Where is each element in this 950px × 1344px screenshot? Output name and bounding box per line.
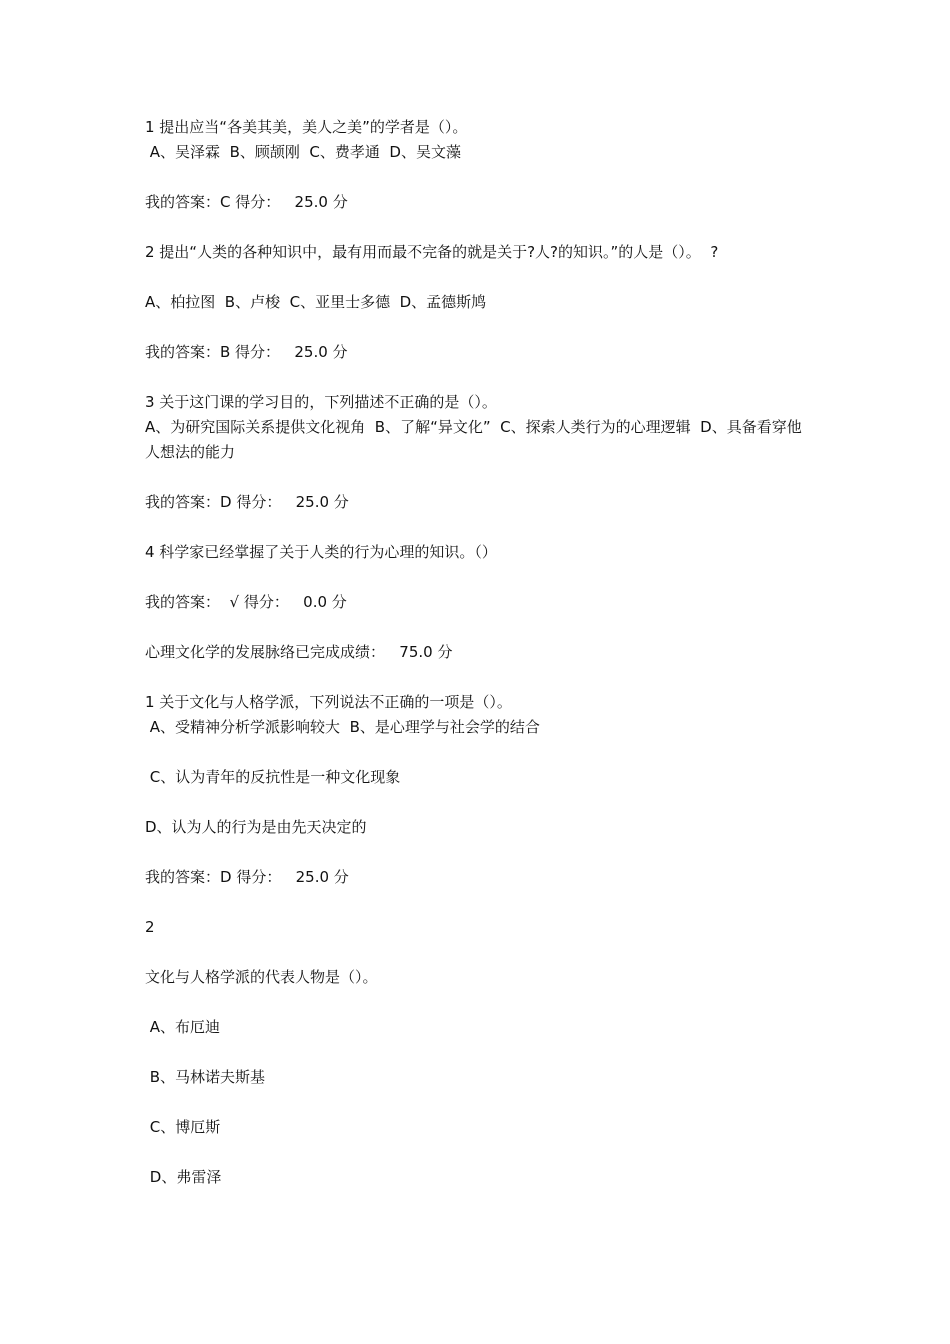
section-score: 心理文化学的发展脉络已完成成绩： 75.0 分 (145, 643, 453, 661)
section2-question-1-options-ab: A、受精神分析学派影响较大 B、是心理学与社会学的结合 (145, 718, 540, 736)
question-3-stem: 3 关于这门课的学习目的，下列描述不正确的是（）。 (145, 393, 497, 411)
section2-question-2-option-b: B、马林诺夫斯基 (145, 1068, 266, 1086)
section2-question-2-option-c: C、博厄斯 (145, 1118, 221, 1136)
section2-question-1-answer: 我的答案：D 得分： 25.0 分 (145, 868, 349, 886)
question-3-answer: 我的答案：D 得分： 25.0 分 (145, 493, 349, 511)
question-1-options: A、吴泽霖 B、顾颉刚 C、费孝通 D、吴文藻 (145, 143, 461, 161)
question-2-stem: 2 提出“人类的各种知识中，最有用而最不完备的就是关于?人?的知识。”的人是（）。 ? (145, 243, 719, 261)
question-2-options: A、柏拉图 B、卢梭 C、亚里士多德 D、孟德斯鸠 (145, 293, 487, 311)
section2-question-2-number: 2 (145, 918, 155, 936)
section2-question-2-option-d: D、弗雷泽 (145, 1168, 222, 1186)
section2-question-1-option-c: C、认为青年的反抗性是一种文化现象 (145, 768, 401, 786)
section2-question-2-option-a: A、布厄迪 (145, 1018, 221, 1036)
section2-question-1-option-d: D、认为人的行为是由先天决定的 (145, 818, 367, 836)
question-2-answer: 我的答案：B 得分： 25.0 分 (145, 343, 348, 361)
question-1-answer: 我的答案：C 得分： 25.0 分 (145, 193, 348, 211)
question-4-answer: 我的答案： √ 得分： 0.0 分 (145, 593, 347, 611)
section2-question-2-stem: 文化与人格学派的代表人物是（）。 (145, 968, 378, 986)
question-4-stem: 4 科学家已经掌握了关于人类的行为心理的知识。（） (145, 543, 497, 561)
section2-question-1-stem: 1 关于文化与人格学派，下列说法不正确的一项是（）。 (145, 693, 512, 711)
question-3-options: A、为研究国际关系提供文化视角 B、了解“异文化” C、探索人类行为的心理逻辑 D、具备看穿他人想法的能力 (145, 418, 802, 461)
question-1-stem: 1 提出应当“各美其美，美人之美”的学者是（）。 (145, 118, 468, 136)
